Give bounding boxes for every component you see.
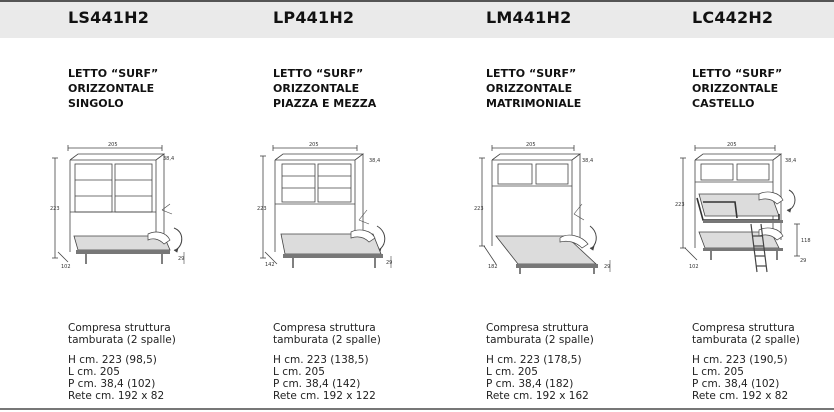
dim-foot-label: 29	[800, 258, 807, 264]
info-length: L cm. 205	[68, 366, 120, 378]
product-title	[486, 66, 581, 111]
title-line: ORIZZONTALE	[68, 82, 155, 95]
product-code-lp441h2: LP441H2	[273, 8, 355, 27]
info-length: L cm. 205	[486, 366, 538, 378]
info-rete: Rete cm. 192 x 82	[692, 390, 789, 402]
info-line: tamburata (2 spalle)	[486, 334, 594, 346]
title-line: ORIZZONTALE	[692, 82, 779, 95]
dim-open-depth-label: 182	[488, 264, 498, 270]
dim-width-label: 205	[108, 142, 118, 148]
product-info	[273, 322, 381, 402]
info-height: H cm. 223 (138,5)	[273, 354, 369, 366]
title-line: LETTO “SURF”	[486, 67, 577, 80]
info-depth: P cm. 38,4 (102)	[68, 378, 156, 390]
dim-depth-label: 38,4	[369, 158, 381, 164]
product-title	[273, 66, 376, 111]
product-title	[692, 66, 782, 111]
title-line: SINGOLO	[68, 97, 124, 110]
product-code-ls441h2: LS441H2	[68, 8, 150, 27]
info-length: L cm. 205	[273, 366, 325, 378]
title-line: LETTO “SURF”	[692, 67, 783, 80]
bed-drawing-castello	[675, 140, 820, 275]
product-code-lm441h2: LM441H2	[486, 8, 572, 27]
info-line: Compresa struttura	[486, 322, 589, 334]
product-info	[68, 322, 176, 402]
dim-open-depth-label: 102	[689, 264, 699, 270]
dim-foot-label: 29	[604, 264, 611, 270]
product-info	[486, 322, 594, 402]
dim-height-label: 223	[474, 206, 484, 212]
dim-width-label: 205	[526, 142, 536, 148]
info-height: H cm. 223 (190,5)	[692, 354, 788, 366]
info-line: Compresa struttura	[68, 322, 171, 334]
title-line: MATRIMONIALE	[486, 97, 582, 110]
dim-depth-label: 38,4	[582, 158, 594, 164]
dim-foot-label: 29	[178, 256, 185, 262]
info-length: L cm. 205	[692, 366, 744, 378]
product-code-lc442h2: LC442H2	[692, 8, 774, 27]
info-rete: Rete cm. 192 x 82	[68, 390, 165, 402]
info-line: tamburata (2 spalle)	[273, 334, 381, 346]
dim-open-depth-label: 102	[61, 264, 71, 270]
info-height: H cm. 223 (98,5)	[68, 354, 157, 366]
dim-open-depth-label: 142	[265, 262, 275, 268]
title-line: LETTO “SURF”	[68, 67, 159, 80]
info-depth: P cm. 38,4 (102)	[692, 378, 780, 390]
bottom-rule	[0, 408, 834, 410]
dim-depth-label: 38,4	[785, 158, 797, 164]
info-depth: P cm. 38,4 (182)	[486, 378, 574, 390]
info-line: Compresa struttura	[692, 322, 795, 334]
info-rete: Rete cm. 192 x 122	[273, 390, 376, 402]
bed-drawing-piazza-e-mezza	[255, 140, 400, 275]
dim-height-label: 223	[675, 202, 685, 208]
info-line: tamburata (2 spalle)	[68, 334, 176, 346]
info-depth: P cm. 38,4 (142)	[273, 378, 361, 390]
dim-width-label: 205	[727, 142, 737, 148]
title-line: CASTELLO	[692, 97, 755, 110]
product-info	[692, 322, 800, 402]
bed-drawing-matrimoniale	[470, 140, 615, 275]
dim-height-label: 223	[50, 206, 60, 212]
title-line: LETTO “SURF”	[273, 67, 364, 80]
dim-height-label: 223	[257, 206, 267, 212]
info-line: Compresa struttura	[273, 322, 376, 334]
info-line: tamburata (2 spalle)	[692, 334, 800, 346]
title-line: ORIZZONTALE	[273, 82, 360, 95]
product-title	[68, 66, 158, 111]
dim-width-label: 205	[309, 142, 319, 148]
dim-depth-label: 38,4	[163, 156, 175, 162]
info-height: H cm. 223 (178,5)	[486, 354, 582, 366]
info-rete: Rete cm. 192 x 162	[486, 390, 589, 402]
dim-foot-label: 29	[386, 260, 393, 266]
dim-upper-label: 118	[801, 238, 811, 244]
title-line: PIAZZA E MEZZA	[273, 97, 377, 110]
bed-drawing-single	[50, 140, 195, 275]
title-line: ORIZZONTALE	[486, 82, 573, 95]
